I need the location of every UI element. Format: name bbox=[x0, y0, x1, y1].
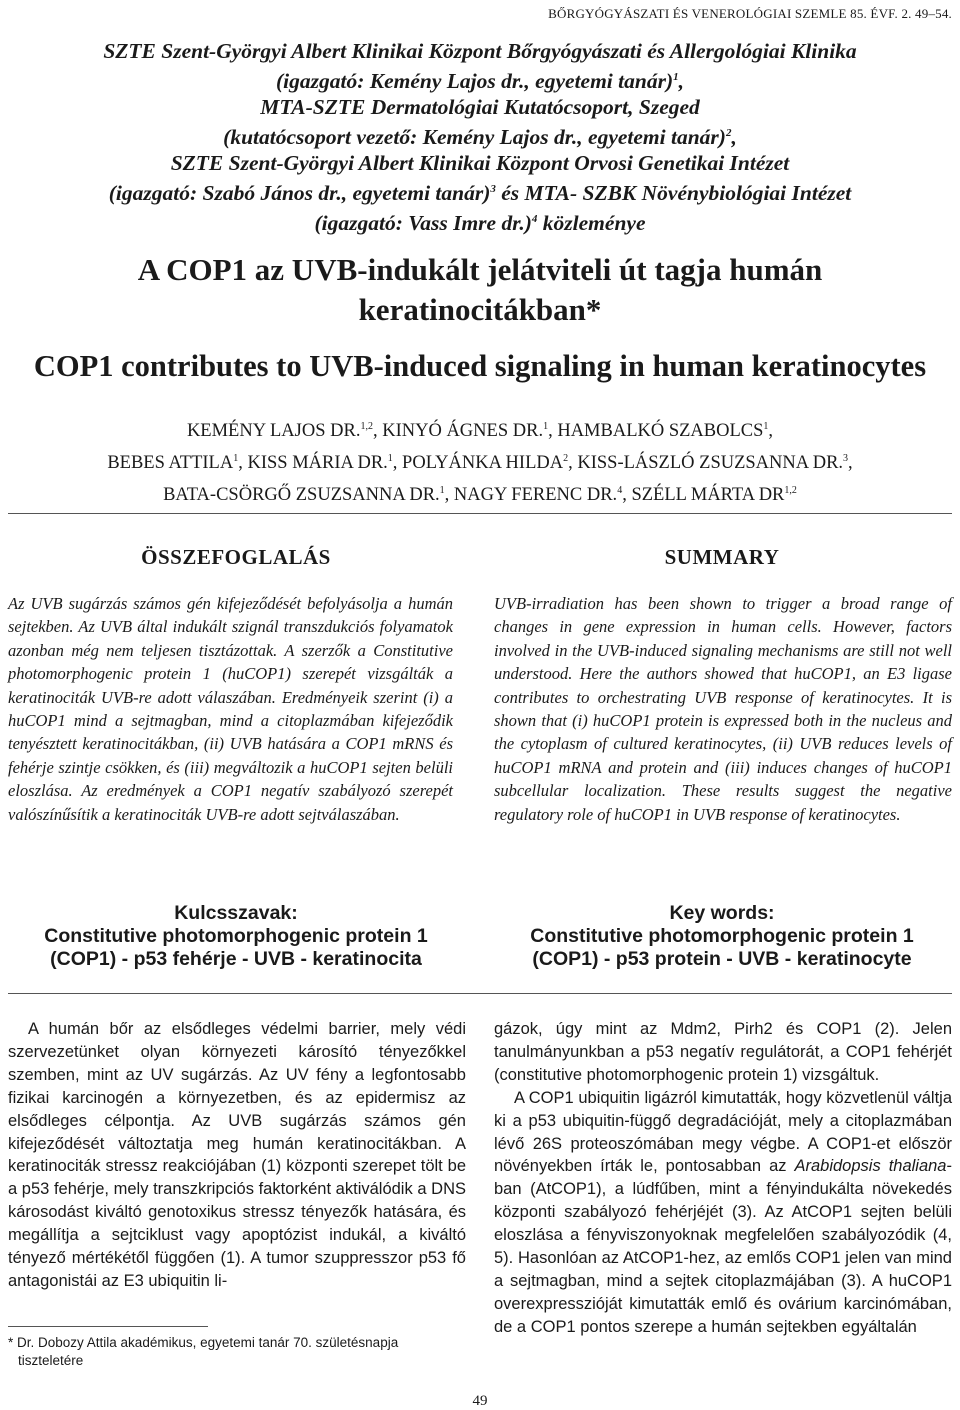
author-sup: 1 bbox=[233, 453, 239, 465]
keywords-line: (COP1) - p53 protein - UVB - keratinocyte bbox=[532, 948, 912, 970]
author-sup: 4 bbox=[617, 485, 623, 497]
footnote-line: tiszteletére bbox=[18, 1353, 84, 1368]
affiliation-text: (igazgató: Vass Imre dr.) bbox=[314, 211, 532, 236]
author-sup: 1 bbox=[543, 421, 549, 432]
author-sup: 3 bbox=[843, 453, 849, 465]
author-name: , POLYÁNKA HILDA bbox=[392, 453, 564, 474]
author-sup: 1 bbox=[439, 485, 445, 497]
author-line bbox=[0, 445, 960, 477]
species-name: Arabidopsis thaliana bbox=[794, 1157, 947, 1176]
affiliation-text: közleménye bbox=[537, 211, 646, 236]
title-hungarian bbox=[0, 250, 960, 330]
affiliation-text: SZTE Szent-Györgyi Albert Klinikai Központ Orvosi Genetikai Intézet bbox=[170, 151, 790, 176]
author-sup: 1,2 bbox=[360, 421, 373, 432]
title-line: A COP1 az UVB-indukált jelátviteli út tagja humán bbox=[137, 252, 823, 287]
summary-heading-english: SUMMARY bbox=[664, 545, 780, 569]
journal-header: BŐRGYÓGYÁSZATI ÉS VENEROLÓGIAI SZEMLE 85. ÉVF. 2. 49–54. bbox=[548, 6, 952, 21]
affiliation-line bbox=[0, 120, 960, 150]
affiliation-sup: 3 bbox=[490, 183, 496, 196]
summary-heading-hungarian: ÖSSZEFOGLALÁS bbox=[141, 545, 331, 569]
affiliation-text: (igazgató: Kemény Lajos dr., egyetemi tanár) bbox=[276, 69, 674, 94]
affiliation-line bbox=[0, 38, 960, 64]
author-name: , HAMBALKÓ SZABOLCS bbox=[548, 421, 764, 442]
author-line bbox=[0, 477, 960, 509]
body-paragraph bbox=[494, 1087, 952, 1339]
footnote-line: * Dr. Dobozy Attila akadémikus, egyetemi tanár 70. születésnapja bbox=[8, 1335, 399, 1350]
author-name: BATA-CSÖRGŐ ZSUZSANNA DR. bbox=[163, 485, 440, 506]
author-name: , bbox=[768, 421, 774, 442]
keywords-label: Kulcsszavak: bbox=[174, 902, 298, 924]
author-name: KEMÉNY LAJOS DR. bbox=[186, 421, 361, 442]
author-line bbox=[0, 413, 960, 445]
keywords-line: Constitutive photomorphogenic protein 1 bbox=[530, 925, 914, 947]
footnote bbox=[8, 1334, 468, 1370]
affiliation-text: SZTE Szent-Györgyi Albert Klinikai Központ Bőrgyógyászati és Allergológiai Klinika bbox=[103, 39, 857, 63]
abstract-english: UVB-irradiation has been shown to trigger a broad range of changes in gene expression in human cells. However, factors involved in the UVB-induced signaling mechanisms are still not well understood. Here the authors showed that huCOP1, an E3 ligase contributes to orchestrating UVB response of keratinocytes. It is shown that (i) huCOP1 protein is expressed both in the nucleus and the cytoplasm of cultured keratinocytes, (ii) UVB reduces levels of huCOP1 mRNA and protein and (iii) induces changes of huCOP1 subcellular localization. These results suggest the negative regulatory role of huCOP1 in UVB response of keratinocytes. bbox=[494, 594, 952, 824]
affiliation-text: MTA-SZTE Dermatológiai Kutatócsoport, Szeged bbox=[260, 95, 700, 120]
affiliation-sup: 2 bbox=[725, 127, 732, 140]
body-text: -ban (AtCOP1), a lúdfűben, mint a fényindukálta növekedés központi szabályozó fehérjéjét (3). Az AtCOP1 sejten belüli eloszlása a fényviszonyoknak megfelelően szabályozódik (4, 5). Hasonlóan az AtCOP1-hez, az emlős COP1 jelen van mind a sejtmagban, mind a sejtek citoplazmájában (3). A huCOP1 overexpresszióját kimutatták emlő és ovárium karcinómában, de a COP1 pontos szerepe a humán sejtekben egyáltalán bbox=[494, 1157, 952, 1336]
affiliation-text: (kutatócsoport vezető: Kemény Lajos dr., egyetemi tanár) bbox=[223, 125, 726, 150]
affiliation-line bbox=[0, 94, 960, 120]
author-name: BEBES ATTILA bbox=[107, 453, 234, 474]
author-name: , KINYÓ ÁGNES DR. bbox=[372, 421, 544, 442]
author-name: , KISS-LÁSZLÓ ZSUZSANNA DR. bbox=[568, 453, 844, 474]
affiliation-line bbox=[0, 64, 960, 94]
affiliation-text: és MTA- SZBK Növénybiológiai Intézet bbox=[495, 181, 852, 206]
footnote-divider bbox=[8, 1326, 208, 1327]
body-paragraph: A humán bőr az elsődleges védelmi barrier, mely védi szervezetünket olyan környezeti károsító tényezőkkel szemben, mint az UV sugárzás. Az UV fény a legfontosabb fizikai karcinogén a környezetben, és az epidermisz az elsődleges célpontja. Az UVB sugárzás számos gén kifejeződését változtatja meg humán keratinocitákban. A keratinociták stressz reakciójában (1) központi szerepet tölt be a p53 fehérje, mely transzkripciós faktorként aktiválódik a DNS károsodást kiváltó genotoxikus stressz tényezők hatására, és megállítja a sejtciklust vagy apoptózist indukál, a kiváltó tényező mértékétől függően (1). A tumor szuppresszor p53 fő antagonistái az E3 ubiquitin li- bbox=[8, 1020, 466, 1290]
page-number: 49 bbox=[472, 1393, 488, 1409]
author-list bbox=[0, 413, 960, 509]
title-english: COP1 contributes to UVB-induced signaling in human keratinocytes bbox=[33, 349, 927, 383]
affiliation-text: , bbox=[678, 69, 684, 94]
affiliations bbox=[0, 38, 960, 237]
body-paragraph: gázok, úgy mint az Mdm2, Pirh2 és COP1 (2). Jelen tanulmányunkban a p53 negatív regulátorát, a COP1 fehérjét (constitutive photomorphogenic protein 1) vizsgáltuk. bbox=[494, 1020, 952, 1084]
divider-bottom bbox=[8, 993, 952, 994]
author-sup: 2 bbox=[563, 453, 569, 465]
keywords-line: (COP1) - p53 fehérje - UVB - keratinocita bbox=[50, 948, 422, 970]
divider-top bbox=[8, 513, 952, 514]
author-sup: 1 bbox=[387, 453, 393, 465]
author-name: , bbox=[848, 453, 853, 474]
affiliation-text: (igazgató: Szabó János dr., egyetemi tanár) bbox=[108, 181, 491, 206]
keywords-line: Constitutive photomorphogenic protein 1 bbox=[44, 925, 428, 947]
affiliation-text: , bbox=[731, 125, 737, 150]
affiliation-line bbox=[0, 150, 960, 176]
body-column-left bbox=[8, 1018, 466, 1293]
affiliation-line bbox=[0, 206, 960, 236]
affiliation-line bbox=[0, 176, 960, 206]
affiliation-sup: 1 bbox=[673, 71, 679, 83]
author-sup: 1,2 bbox=[784, 485, 797, 497]
keywords-english bbox=[494, 902, 950, 971]
body-text: A COP1 ubiquitin ligázról kimutatták, hogy közvetlenül váltja ki a p53 ubiquitin-függő degradációját, mely a citoplazmában lévő 26S proteoszómában megy végbe. A COP1-et először növényekben írták le, pontosabban az bbox=[494, 1088, 952, 1176]
author-name: , NAGY FERENC DR. bbox=[444, 485, 618, 506]
affiliation-sup: 4 bbox=[531, 213, 538, 226]
keywords-hungarian bbox=[8, 902, 464, 971]
author-name: , SZÉLL MÁRTA DR bbox=[622, 485, 785, 506]
author-name: , KISS MÁRIA DR. bbox=[238, 453, 388, 474]
abstract-hungarian: Az UVB sugárzás számos gén kifejeződését befolyásolja a humán sejtekben. Az UVB által indukált szignál transzdukciós folyamatok azonban még nem teljesen tisztázottak. A szerzők a Constitutive photomorphogenic protein 1 (huCOP1) szerepét vizsgálták a keratinociták UVB-re adott válaszában. Eredményeik szerint (i) a huCOP1 mind a sejtmagban, mind a citoplazmában kifejeződik tenyésztett keratinocitákban, (ii) UVB hatására a COP1 mRNS és fehérje szintje csökken, és (iii) megváltozik a huCOP1 sejten belüli eloszlása. Az eredmények a COP1 negatív szabályozó szerepét valószínűsítik a keratinociták UVB-re adott sejtválaszában. bbox=[8, 594, 453, 824]
keywords-label: Key words: bbox=[669, 902, 775, 924]
title-line: keratinocitákban* bbox=[358, 292, 602, 327]
author-sup: 1 bbox=[763, 421, 769, 432]
body-column-right bbox=[494, 1018, 952, 1339]
